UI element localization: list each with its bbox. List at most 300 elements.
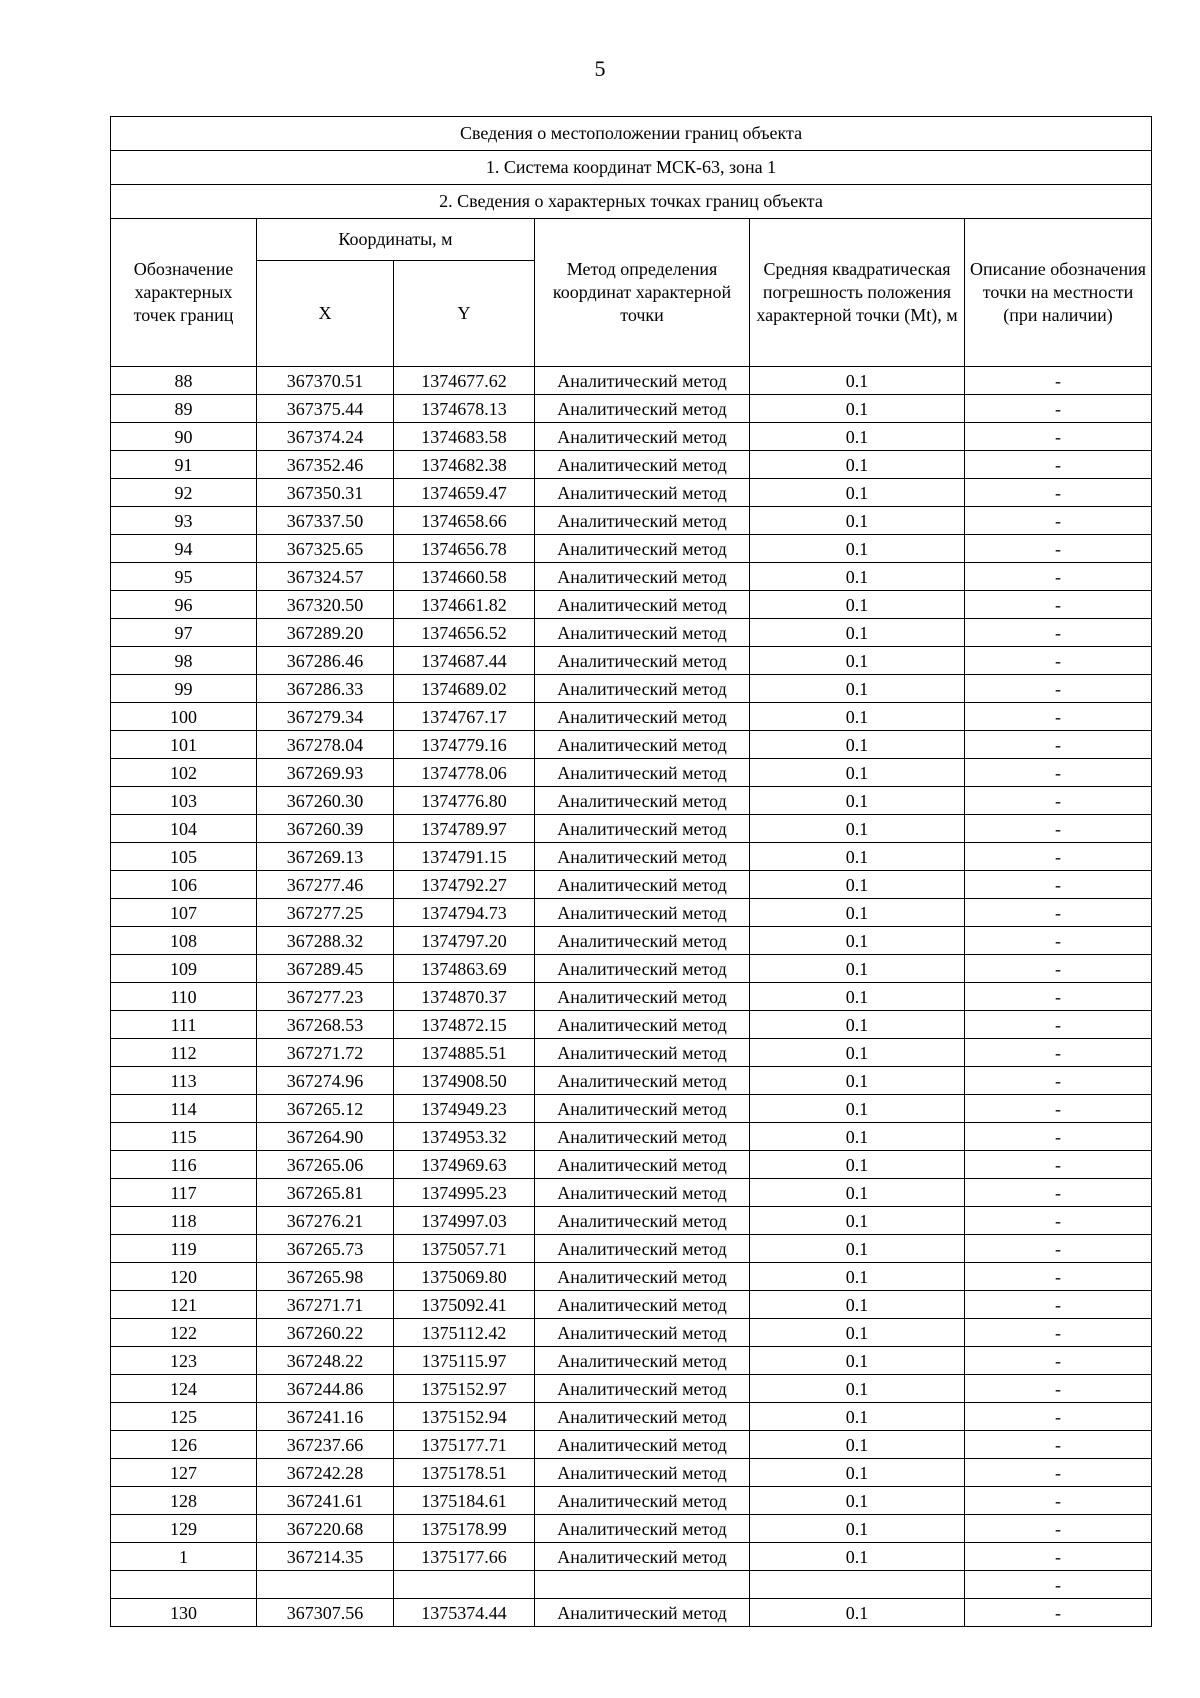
table-row: [111, 675, 1152, 703]
cell-y: 1375069.80: [394, 1263, 535, 1291]
cell-x: 367271.72: [257, 1039, 394, 1067]
cell-method: Аналитический метод: [535, 787, 750, 815]
cell-method: Аналитический метод: [535, 1599, 750, 1627]
cell-mean-error: 0.1: [750, 1487, 965, 1515]
table-row: [111, 451, 1152, 479]
cell-mean-error: 0.1: [750, 479, 965, 507]
cell-x: 367265.12: [257, 1095, 394, 1123]
cell-point: 114: [111, 1095, 257, 1123]
cell-description: -: [965, 1599, 1152, 1627]
cell-y: 1374678.13: [394, 395, 535, 423]
table-row: [111, 1319, 1152, 1347]
cell-y: 1374767.17: [394, 703, 535, 731]
cell-x: 367241.61: [257, 1487, 394, 1515]
cell-method: Аналитический метод: [535, 1263, 750, 1291]
cell-x: 367279.34: [257, 703, 394, 731]
cell-description: -: [965, 675, 1152, 703]
cell-point: 128: [111, 1487, 257, 1515]
cell-y: 1375178.51: [394, 1459, 535, 1487]
table-row: [111, 591, 1152, 619]
cell-description: -: [965, 451, 1152, 479]
cell-x: 367248.22: [257, 1347, 394, 1375]
cell-method: Аналитический метод: [535, 535, 750, 563]
cell-mean-error: 0.1: [750, 1151, 965, 1179]
cell-description: -: [965, 1235, 1152, 1263]
table-row: [111, 899, 1152, 927]
cell-mean-error: 0.1: [750, 703, 965, 731]
cell-mean-error: 0.1: [750, 507, 965, 535]
table-row: [111, 1403, 1152, 1431]
cell-point: 98: [111, 647, 257, 675]
cell-mean-error: 0.1: [750, 1207, 965, 1235]
cell-description: -: [965, 1067, 1152, 1095]
cell-point: 103: [111, 787, 257, 815]
cell-method: Аналитический метод: [535, 1515, 750, 1543]
cell-x: 367268.53: [257, 1011, 394, 1039]
table-row: [111, 367, 1152, 395]
cell-point: 130: [111, 1599, 257, 1627]
cell-x: 367337.50: [257, 507, 394, 535]
cell-method: Аналитический метод: [535, 675, 750, 703]
table-row: [111, 927, 1152, 955]
cell-x: [257, 1571, 394, 1599]
cell-y: 1374660.58: [394, 563, 535, 591]
cell-description: -: [965, 535, 1152, 563]
cell-mean-error: 0.1: [750, 843, 965, 871]
cell-y: 1374778.06: [394, 759, 535, 787]
cell-description: -: [965, 1403, 1152, 1431]
cell-point: 92: [111, 479, 257, 507]
table-row: [111, 955, 1152, 983]
cell-method: Аналитический метод: [535, 563, 750, 591]
cell-x: 367289.45: [257, 955, 394, 983]
cell-description: -: [965, 563, 1152, 591]
cell-description: -: [965, 1459, 1152, 1487]
cell-method: Аналитический метод: [535, 1487, 750, 1515]
cell-x: 367269.13: [257, 843, 394, 871]
cell-method: Аналитический метод: [535, 1067, 750, 1095]
cell-x: 367370.51: [257, 367, 394, 395]
cell-mean-error: 0.1: [750, 871, 965, 899]
cell-mean-error: 0.1: [750, 955, 965, 983]
cell-x: 367375.44: [257, 395, 394, 423]
cell-y: 1374997.03: [394, 1207, 535, 1235]
cell-x: 367237.66: [257, 1431, 394, 1459]
cell-x: 367214.35: [257, 1543, 394, 1571]
cell-y: 1374872.15: [394, 1011, 535, 1039]
cell-point: 109: [111, 955, 257, 983]
cell-method: Аналитический метод: [535, 1151, 750, 1179]
table-row: [111, 1375, 1152, 1403]
cell-mean-error: 0.1: [750, 1263, 965, 1291]
cell-x: 367276.21: [257, 1207, 394, 1235]
cell-y: 1375092.41: [394, 1291, 535, 1319]
cell-method: Аналитический метод: [535, 815, 750, 843]
cell-x: 367324.57: [257, 563, 394, 591]
cell-method: Аналитический метод: [535, 647, 750, 675]
cell-mean-error: 0.1: [750, 1599, 965, 1627]
cell-point: 117: [111, 1179, 257, 1207]
cell-description: -: [965, 1095, 1152, 1123]
cell-y: 1374794.73: [394, 899, 535, 927]
cell-point: 123: [111, 1347, 257, 1375]
table-row: [111, 1151, 1152, 1179]
cell-mean-error: 0.1: [750, 815, 965, 843]
cell-y: 1375115.97: [394, 1347, 535, 1375]
cell-point: 115: [111, 1123, 257, 1151]
cell-mean-error: 0.1: [750, 1123, 965, 1151]
cell-description: -: [965, 955, 1152, 983]
cell-y: 1374908.50: [394, 1067, 535, 1095]
cell-point: 101: [111, 731, 257, 759]
cell-y: 1374949.23: [394, 1095, 535, 1123]
cell-point: 113: [111, 1067, 257, 1095]
cell-x: 367352.46: [257, 451, 394, 479]
cell-point: 91: [111, 451, 257, 479]
table-row: [111, 423, 1152, 451]
cell-x: 367242.28: [257, 1459, 394, 1487]
cell-mean-error: 0.1: [750, 647, 965, 675]
cell-method: Аналитический метод: [535, 507, 750, 535]
cell-mean-error: 0.1: [750, 563, 965, 591]
cell-y: 1375152.97: [394, 1375, 535, 1403]
cell-mean-error: 0.1: [750, 759, 965, 787]
table-row: [111, 563, 1152, 591]
cell-mean-error: 0.1: [750, 1319, 965, 1347]
table-row: [111, 535, 1152, 563]
cell-x: 367286.33: [257, 675, 394, 703]
header-mean-error: Средняя квадратическая погрешность положения характерной точки (Mt), м: [750, 219, 965, 367]
cell-y: 1375374.44: [394, 1599, 535, 1627]
table-row: [111, 507, 1152, 535]
cell-description: -: [965, 619, 1152, 647]
cell-x: 367374.24: [257, 423, 394, 451]
cell-method: Аналитический метод: [535, 1375, 750, 1403]
cell-method: Аналитический метод: [535, 1291, 750, 1319]
section-title: 2. Сведения о характерных точках границ объекта: [111, 185, 1152, 219]
table-row: [111, 1431, 1152, 1459]
cell-point: 110: [111, 983, 257, 1011]
cell-method: Аналитический метод: [535, 1431, 750, 1459]
cell-mean-error: 0.1: [750, 423, 965, 451]
table-row: [111, 1011, 1152, 1039]
cell-point: 118: [111, 1207, 257, 1235]
cell-description: -: [965, 647, 1152, 675]
cell-x: 367265.81: [257, 1179, 394, 1207]
cell-mean-error: 0.1: [750, 731, 965, 759]
cell-point: 93: [111, 507, 257, 535]
cell-method: Аналитический метод: [535, 367, 750, 395]
cell-method: Аналитический метод: [535, 1235, 750, 1263]
cell-y: 1375178.99: [394, 1515, 535, 1543]
cell-method: Аналитический метод: [535, 1459, 750, 1487]
cell-point: 127: [111, 1459, 257, 1487]
cell-y: 1374779.16: [394, 731, 535, 759]
page-number: 5: [594, 56, 606, 81]
cell-y: 1374870.37: [394, 983, 535, 1011]
cell-mean-error: 0.1: [750, 1095, 965, 1123]
cell-point: 116: [111, 1151, 257, 1179]
cell-method: Аналитический метод: [535, 591, 750, 619]
table-row: [111, 395, 1152, 423]
cell-y: [394, 1571, 535, 1599]
cell-x: 367244.86: [257, 1375, 394, 1403]
table-row: [111, 1123, 1152, 1151]
table-row: [111, 843, 1152, 871]
cell-point: 108: [111, 927, 257, 955]
cell-description: -: [965, 479, 1152, 507]
cell-method: Аналитический метод: [535, 451, 750, 479]
cell-method: Аналитический метод: [535, 1179, 750, 1207]
cell-y: 1375177.71: [394, 1431, 535, 1459]
cell-method: Аналитический метод: [535, 423, 750, 451]
cell-mean-error: 0.1: [750, 619, 965, 647]
cell-point: 124: [111, 1375, 257, 1403]
cell-y: 1374689.02: [394, 675, 535, 703]
cell-mean-error: 0.1: [750, 1039, 965, 1067]
cell-description: -: [965, 1179, 1152, 1207]
table-row: [111, 1571, 1152, 1599]
cell-method: Аналитический метод: [535, 395, 750, 423]
cell-point: 107: [111, 899, 257, 927]
table-row: [111, 1459, 1152, 1487]
cell-mean-error: 0.1: [750, 1403, 965, 1431]
cell-method: Аналитический метод: [535, 1207, 750, 1235]
header-y: Y: [394, 261, 535, 367]
table-row: [111, 1207, 1152, 1235]
cell-y: 1374792.27: [394, 871, 535, 899]
cell-point: 88: [111, 367, 257, 395]
cell-y: 1374658.66: [394, 507, 535, 535]
cell-y: 1374863.69: [394, 955, 535, 983]
cell-mean-error: 0.1: [750, 787, 965, 815]
coordinate-system-row: [111, 151, 1152, 185]
cell-description: -: [965, 1543, 1152, 1571]
cell-y: 1375152.94: [394, 1403, 535, 1431]
cell-description: -: [965, 927, 1152, 955]
cell-point: 126: [111, 1431, 257, 1459]
table-title: Сведения о местоположении границ объекта: [111, 117, 1152, 151]
table-row: [111, 1095, 1152, 1123]
table-row: [111, 1543, 1152, 1571]
cell-mean-error: 0.1: [750, 927, 965, 955]
cell-point: 99: [111, 675, 257, 703]
cell-mean-error: 0.1: [750, 395, 965, 423]
cell-mean-error: 0.1: [750, 1011, 965, 1039]
cell-x: 367269.93: [257, 759, 394, 787]
cell-description: -: [965, 1123, 1152, 1151]
cell-y: 1375112.42: [394, 1319, 535, 1347]
table-row: [111, 731, 1152, 759]
table-row: [111, 1039, 1152, 1067]
cell-y: 1374797.20: [394, 927, 535, 955]
cell-x: 367277.46: [257, 871, 394, 899]
cell-method: Аналитический метод: [535, 927, 750, 955]
cell-y: 1374791.15: [394, 843, 535, 871]
cell-mean-error: 0.1: [750, 675, 965, 703]
coordinate-system-title: 1. Система координат МСК-63, зона 1: [111, 151, 1152, 185]
cell-description: -: [965, 1011, 1152, 1039]
cell-x: 367264.90: [257, 1123, 394, 1151]
table-row: [111, 1515, 1152, 1543]
cell-x: 367265.06: [257, 1151, 394, 1179]
header-point-designation: Обозначение характерных точек границ: [111, 219, 257, 367]
cell-point: 102: [111, 759, 257, 787]
cell-point: 96: [111, 591, 257, 619]
cell-x: 367320.50: [257, 591, 394, 619]
table-row: [111, 815, 1152, 843]
table-row: [111, 1179, 1152, 1207]
cell-y: 1374661.82: [394, 591, 535, 619]
cell-method: Аналитический метод: [535, 479, 750, 507]
cell-x: 367265.98: [257, 1263, 394, 1291]
cell-point: 125: [111, 1403, 257, 1431]
cell-description: -: [965, 1571, 1152, 1599]
cell-mean-error: 0.1: [750, 1291, 965, 1319]
cell-y: 1375184.61: [394, 1487, 535, 1515]
cell-description: -: [965, 1207, 1152, 1235]
cell-point: 95: [111, 563, 257, 591]
table-row: [111, 703, 1152, 731]
table-row: [111, 1347, 1152, 1375]
cell-x: 367286.46: [257, 647, 394, 675]
cell-x: 367307.56: [257, 1599, 394, 1627]
cell-description: -: [965, 1039, 1152, 1067]
cell-point: 112: [111, 1039, 257, 1067]
cell-description: -: [965, 787, 1152, 815]
cell-method: Аналитический метод: [535, 871, 750, 899]
cell-point: 100: [111, 703, 257, 731]
cell-mean-error: [750, 1571, 965, 1599]
cell-mean-error: 0.1: [750, 1515, 965, 1543]
cell-x: 367350.31: [257, 479, 394, 507]
cell-point: [111, 1571, 257, 1599]
cell-point: 89: [111, 395, 257, 423]
cell-y: 1374656.78: [394, 535, 535, 563]
header-row-top: [111, 219, 1152, 261]
cell-y: 1374953.32: [394, 1123, 535, 1151]
cell-method: Аналитический метод: [535, 1403, 750, 1431]
table-row: [111, 983, 1152, 1011]
cell-mean-error: 0.1: [750, 1543, 965, 1571]
cell-point: 111: [111, 1011, 257, 1039]
cell-x: 367260.30: [257, 787, 394, 815]
cell-method: Аналитический метод: [535, 1039, 750, 1067]
cell-y: 1374659.47: [394, 479, 535, 507]
cell-point: 105: [111, 843, 257, 871]
cell-method: Аналитический метод: [535, 899, 750, 927]
table-row: [111, 871, 1152, 899]
cell-y: 1374687.44: [394, 647, 535, 675]
cell-x: 367271.71: [257, 1291, 394, 1319]
table-row: [111, 787, 1152, 815]
cell-x: 367241.16: [257, 1403, 394, 1431]
cell-mean-error: 0.1: [750, 535, 965, 563]
cell-method: Аналитический метод: [535, 619, 750, 647]
cell-description: -: [965, 1431, 1152, 1459]
cell-point: 119: [111, 1235, 257, 1263]
cell-description: -: [965, 1151, 1152, 1179]
cell-method: Аналитический метод: [535, 1123, 750, 1151]
cell-point: 104: [111, 815, 257, 843]
cell-description: -: [965, 815, 1152, 843]
cell-description: -: [965, 983, 1152, 1011]
cell-description: -: [965, 871, 1152, 899]
cell-x: 367278.04: [257, 731, 394, 759]
cell-x: 367277.23: [257, 983, 394, 1011]
cell-y: 1374656.52: [394, 619, 535, 647]
cell-description: -: [965, 1319, 1152, 1347]
cell-x: 367325.65: [257, 535, 394, 563]
cell-x: 367289.20: [257, 619, 394, 647]
cell-mean-error: 0.1: [750, 451, 965, 479]
table-row: [111, 1067, 1152, 1095]
cell-x: 367274.96: [257, 1067, 394, 1095]
cell-description: -: [965, 1487, 1152, 1515]
cell-point: 129: [111, 1515, 257, 1543]
cell-description: -: [965, 423, 1152, 451]
table-row: [111, 647, 1152, 675]
cell-description: -: [965, 367, 1152, 395]
cell-description: -: [965, 1375, 1152, 1403]
cell-y: 1374995.23: [394, 1179, 535, 1207]
cell-mean-error: 0.1: [750, 591, 965, 619]
cell-x: 367260.22: [257, 1319, 394, 1347]
cell-method: Аналитический метод: [535, 1095, 750, 1123]
table-row: [111, 1599, 1152, 1627]
cell-description: -: [965, 1263, 1152, 1291]
cell-method: Аналитический метод: [535, 1543, 750, 1571]
cell-x: 367260.39: [257, 815, 394, 843]
cell-description: -: [965, 843, 1152, 871]
cell-method: Аналитический метод: [535, 843, 750, 871]
cell-mean-error: 0.1: [750, 1347, 965, 1375]
cell-mean-error: 0.1: [750, 1431, 965, 1459]
cell-mean-error: 0.1: [750, 1459, 965, 1487]
cell-y: 1375177.66: [394, 1543, 535, 1571]
cell-method: Аналитический метод: [535, 983, 750, 1011]
cell-description: -: [965, 731, 1152, 759]
boundary-points-table: [110, 116, 1152, 1627]
cell-point: 121: [111, 1291, 257, 1319]
cell-mean-error: 0.1: [750, 367, 965, 395]
cell-y: 1374683.58: [394, 423, 535, 451]
cell-point: 1: [111, 1543, 257, 1571]
cell-x: 367277.25: [257, 899, 394, 927]
cell-x: 367265.73: [257, 1235, 394, 1263]
cell-method: Аналитический метод: [535, 1319, 750, 1347]
cell-method: Аналитический метод: [535, 731, 750, 759]
cell-point: 120: [111, 1263, 257, 1291]
cell-point: 97: [111, 619, 257, 647]
cell-method: Аналитический метод: [535, 955, 750, 983]
table-row: [111, 479, 1152, 507]
cell-description: -: [965, 759, 1152, 787]
cell-description: -: [965, 591, 1152, 619]
cell-y: 1374682.38: [394, 451, 535, 479]
table-title-row: [111, 117, 1152, 151]
cell-description: -: [965, 507, 1152, 535]
cell-description: -: [965, 1291, 1152, 1319]
cell-y: 1375057.71: [394, 1235, 535, 1263]
cell-method: Аналитический метод: [535, 759, 750, 787]
cell-method: Аналитический метод: [535, 1347, 750, 1375]
cell-y: 1374789.97: [394, 815, 535, 843]
header-x: X: [257, 261, 394, 367]
cell-mean-error: 0.1: [750, 983, 965, 1011]
cell-description: -: [965, 395, 1152, 423]
cell-mean-error: 0.1: [750, 1179, 965, 1207]
